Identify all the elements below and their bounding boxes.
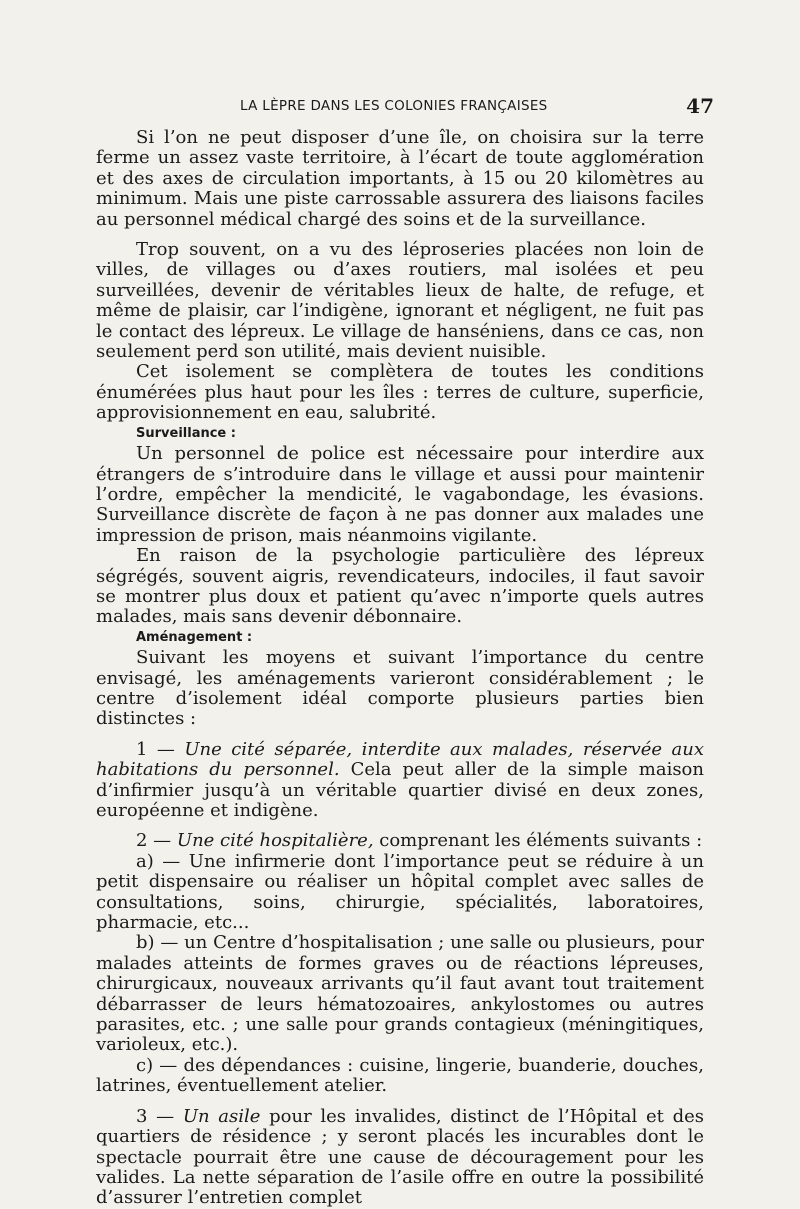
sub-item: a) — Une infirmerie dont l’importance peut se réduire à un petit dispensaire ou réaliser un hôpital complet avec salles de consultations, soins, chirurgie, spécialités, laboratoires, pharmacie, etc... bbox=[96, 850, 704, 934]
text: pour les invalides, distinct de l’Hôpital et des quartiers de résidence ; y seront placés les incurables dont le spectacle pourrait être une cause de découragement pour les valides. La nette séparation de l’asile offre en outre la possibilité d’assurer l’entretien complet bbox=[96, 1105, 704, 1209]
running-title: LA LÈPRE DANS LES COLONIES FRANÇAISES bbox=[240, 98, 548, 114]
section-heading-surveillance: Surveillance : bbox=[136, 425, 236, 441]
paragraph: Cet isolement se complètera de toutes les conditions énumérées plus haut pour les îles : terres de culture, superficie, approvisionnement en eau, salubrité. bbox=[96, 361, 704, 424]
body-text bbox=[96, 128, 704, 1209]
section-heading-amenagement: Aménagement : bbox=[136, 629, 253, 645]
list-item bbox=[96, 831, 704, 851]
italic-text: Une cité hospitalière, bbox=[176, 830, 374, 852]
italic-text: Un asile bbox=[182, 1105, 261, 1127]
list-marker: 2 — bbox=[136, 830, 177, 852]
paragraph: En raison de la psychologie particulière des lépreux ségrégés, souvent aigris, revendicateurs, indociles, il faut savoir se montrer plus doux et patient qu’avec n’importe quels autres malades, mais sans devenir débonnaire. bbox=[96, 545, 704, 628]
list-marker: 3 — bbox=[136, 1105, 183, 1127]
list-item bbox=[96, 1107, 704, 1209]
text: Cela peut aller de la simple maison d’infirmier jusqu’à un véritable quartier divisé en deux zones, européenne et indigène. bbox=[96, 759, 704, 821]
paragraph: Suivant les moyens et suivant l’importance du centre envisagé, les aménagements varieront considérablement ; le centre d’isolement idéal comporte plusieurs parties bien distinctes : bbox=[96, 647, 704, 730]
sub-item: c) — des dépendances : cuisine, lingerie, buanderie, douches, latrines, éventuellement atelier. bbox=[96, 1054, 704, 1097]
list-item bbox=[96, 740, 704, 822]
list-marker: 1 — bbox=[136, 738, 185, 760]
paragraph: Un personnel de police est nécessaire pour interdire aux étrangers de s’introduire dans le village et aussi pour maintenir l’ordre, empêcher la mendicité, le vagabondage, les évasions. Surveillance discrète de façon à ne pas donner aux malades une impression de prison, mais néanmoins vigilante. bbox=[96, 443, 704, 546]
page-header bbox=[240, 94, 714, 118]
sub-item: b) — un Centre d’hospitalisation ; une salle ou plusieurs, pour malades atteints de formes graves ou de réactions lépreuses, chirurgicaux, nouveaux arrivants qu’il faut avant tout traitement débarrasser de leurs hématozoaires, ankylostomes ou autres parasites, etc. ; une salle pour grands contagieux (méningitiques, varioleux, etc.). bbox=[96, 932, 704, 1056]
paragraph: Si l’on ne peut disposer d’une île, on choisira sur la terre ferme un assez vaste territoire, à l’écart de toute agglomération et des axes de circulation importants, à 15 ou 20 kilomètres au minimum. Mais une piste carrossable assurera des liaisons faciles au personnel médical chargé des soins et de la surveillance. bbox=[96, 127, 704, 230]
italic-text: Une cité séparée, interdite aux malades, réservée aux habitations du personnel. bbox=[96, 738, 704, 781]
paragraph: Trop souvent, on a vu des léproseries placées non loin de villes, de villages ou d’axes routiers, mal isolées et peu surveillées, devenir de véritables lieux de halte, de refuge, et même de plaisir, car l’indigène, ignorant et négligent, ne fuit pas le contact des lépreux. Le village de hanséniens, dans ce cas, non seulement perd son utilité, mais devient nuisible. bbox=[96, 239, 704, 363]
page-number: 47 bbox=[686, 94, 714, 118]
text: comprenant les éléments suivants : bbox=[373, 830, 703, 852]
